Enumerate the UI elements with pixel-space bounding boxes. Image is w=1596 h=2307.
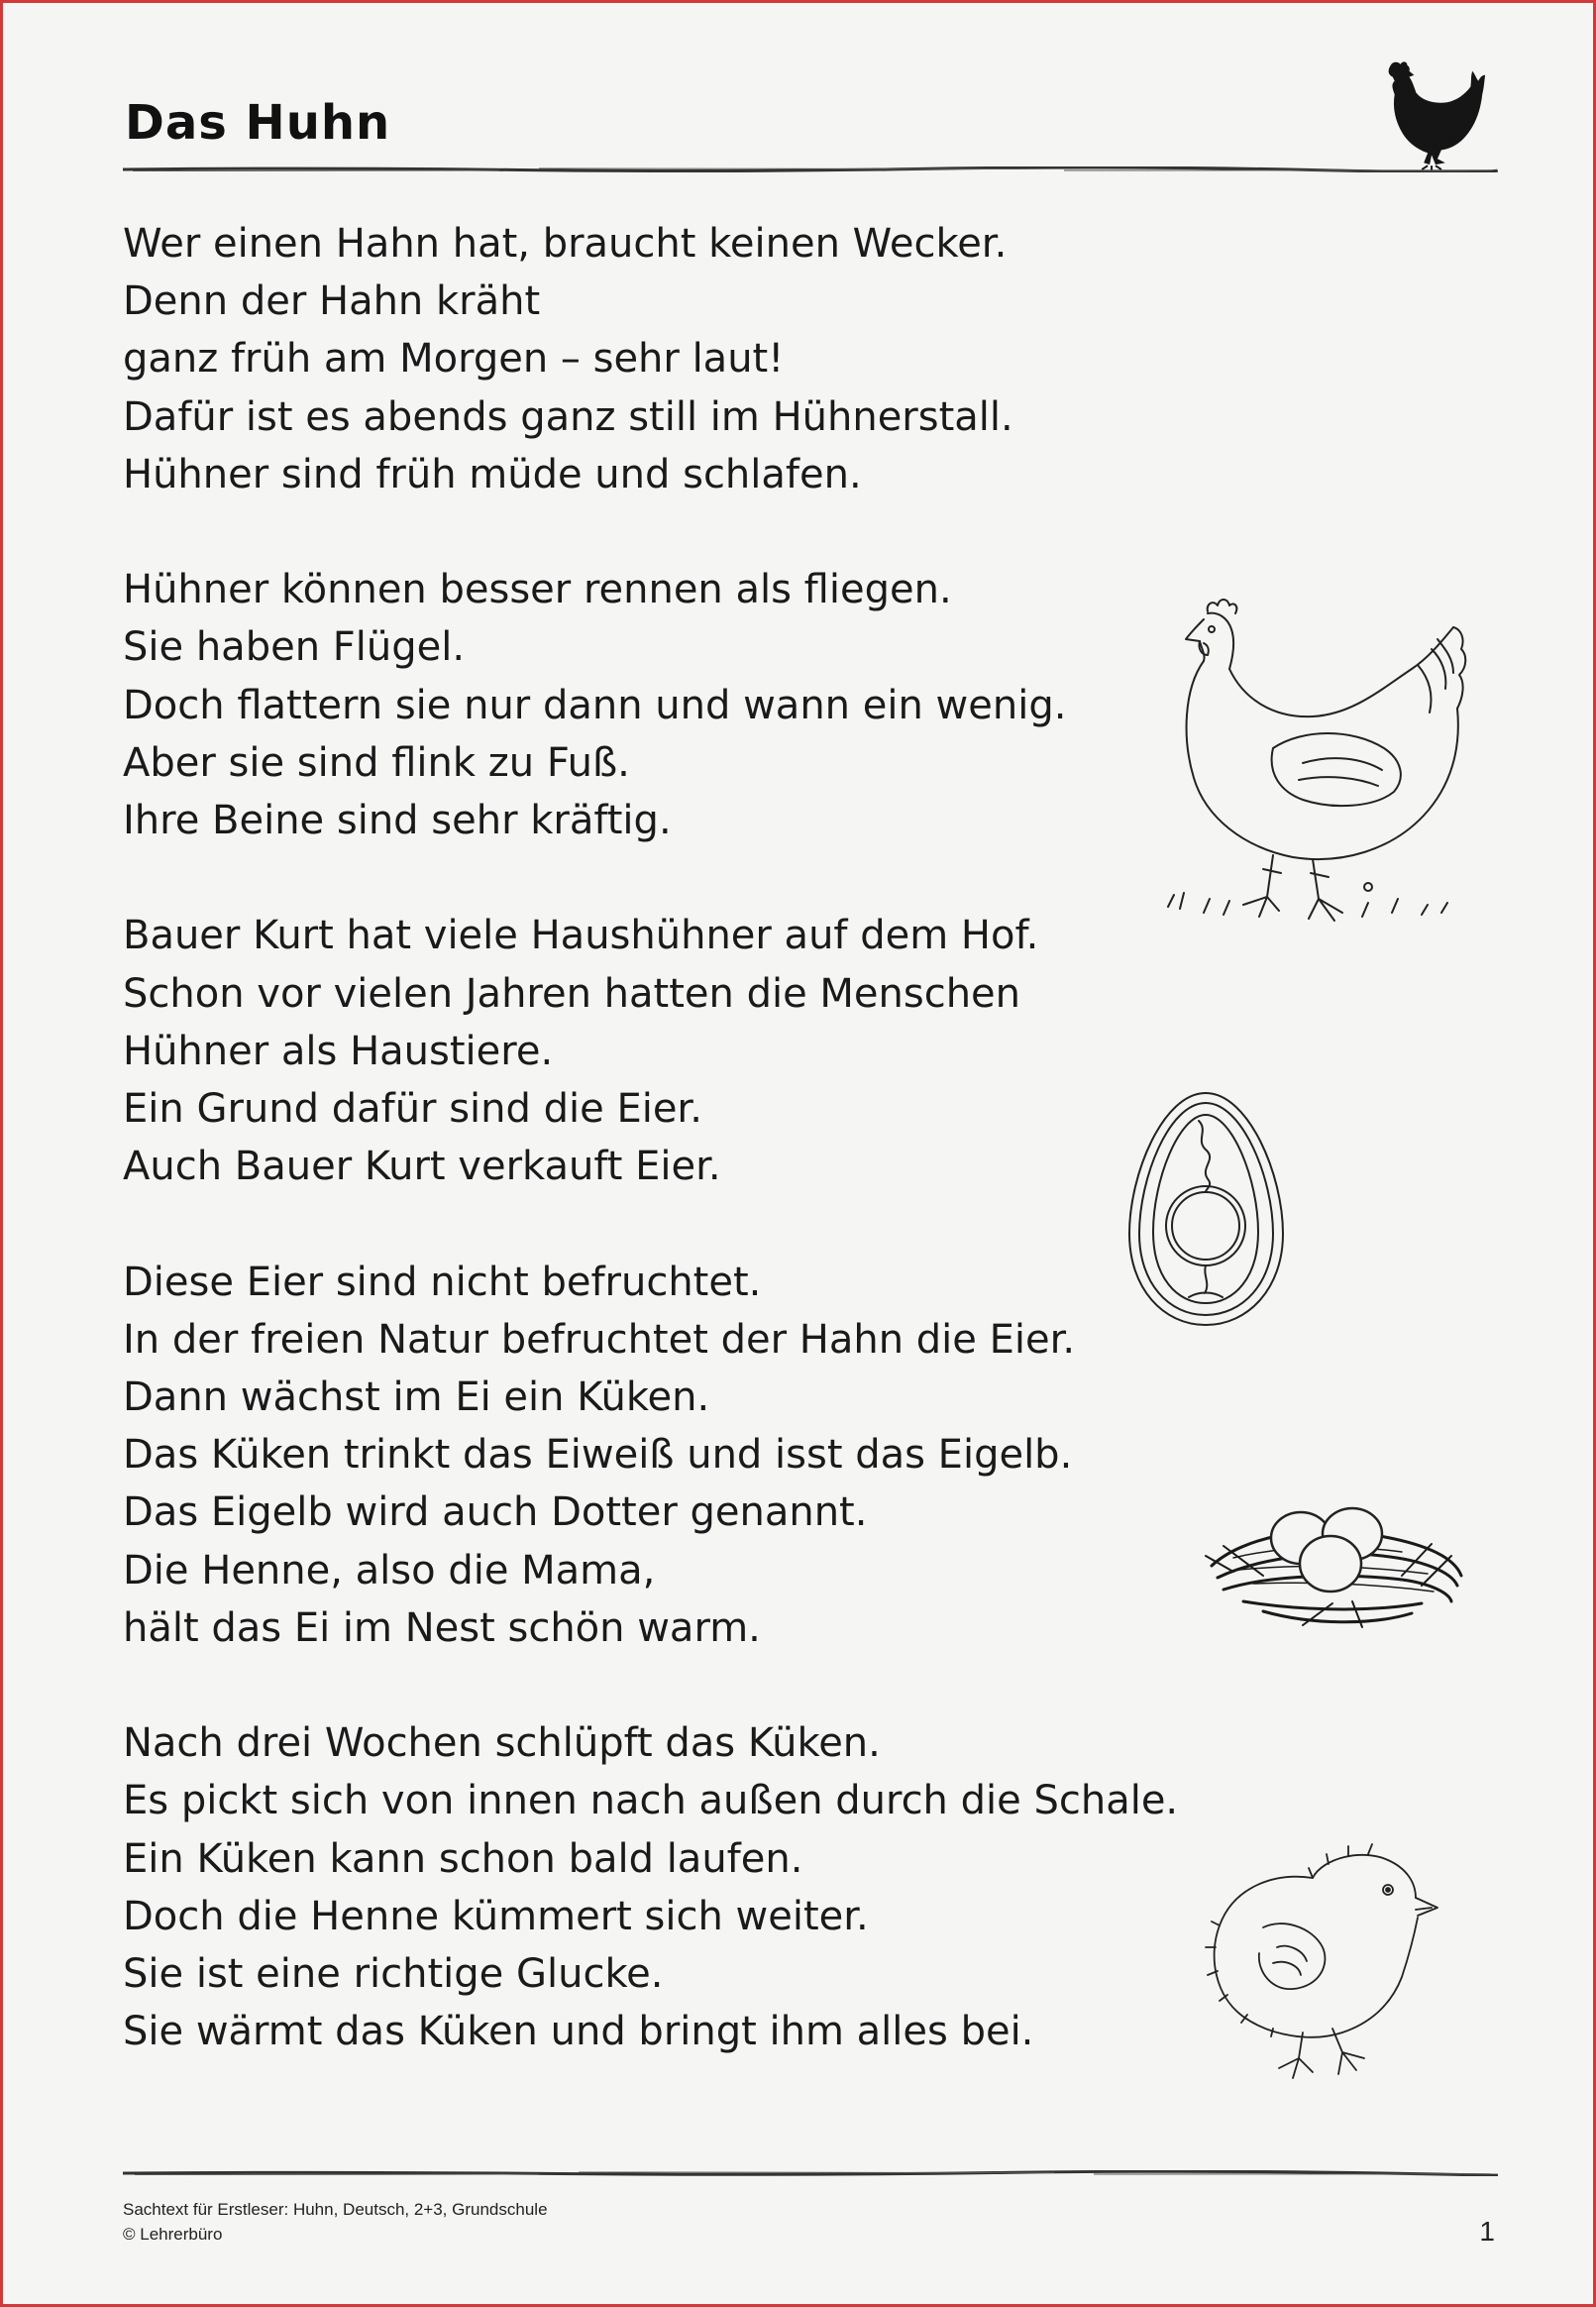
text-line: Die Henne, also die Mama,	[123, 1547, 656, 1593]
text-line: Sie wärmt das Küken und bringt ihm alles bei.	[123, 2009, 1034, 2055]
text-line: Denn der Hahn kräht	[123, 278, 541, 325]
text-line: Wer einen Hahn hat, braucht keinen Wecker.	[123, 221, 1008, 267]
text-line: In der freien Natur befruchtet der Hahn die Eier.	[123, 1316, 1076, 1363]
paragraph-5	[123, 1714, 1193, 2060]
text-line: Hühner sind früh müde und schlafen.	[123, 451, 862, 497]
text-line: Hühner als Haustiere.	[123, 1028, 554, 1074]
text-line: Sie haben Flügel.	[123, 624, 466, 671]
text-line: Ein Küken kann schon bald laufen.	[123, 1835, 803, 1882]
text-line: Aber sie sind flink zu Fuß.	[123, 739, 630, 786]
footer-source: Sachtext für Erstleser: Huhn, Deutsch, 2+3, Grundschule	[123, 2200, 548, 2219]
text-line: Schon vor vielen Jahren hatten die Menschen	[123, 970, 1021, 1017]
text-line: Das Küken trinkt das Eiweiß und isst das Eigelb.	[123, 1432, 1073, 1479]
text-line: Das Eigelb wird auch Dotter genannt.	[123, 1489, 868, 1536]
footer-copyright: © Lehrerbüro	[123, 2225, 223, 2244]
egg-cross-section-icon	[1119, 1085, 1293, 1333]
text-line: Hühner können besser rennen als fliegen.	[123, 567, 952, 613]
text-line: Dann wächst im Ei ein Küken.	[123, 1374, 710, 1421]
paragraph-3	[123, 907, 1193, 1195]
text-line: hält das Ei im Nest schön warm.	[123, 1604, 761, 1651]
chick-drawing-icon	[1194, 1838, 1456, 2086]
text-line: Doch flattern sie nur dann und wann ein wenig.	[123, 682, 1067, 728]
text-line: Dafür ist es abends ganz still im Hühnerstall.	[123, 393, 1013, 440]
text-line: Auch Bauer Kurt verkauft Eier.	[123, 1144, 721, 1190]
text-line: Nach drei Wochen schlüpft das Küken.	[123, 1720, 881, 1767]
hen-silhouette-icon	[1377, 57, 1494, 174]
page-number: 1	[1479, 2216, 1495, 2247]
paragraph-2	[123, 561, 1193, 849]
text-line: Doch die Henne kümmert sich weiter.	[123, 1893, 869, 1939]
text-line: ganz früh am Morgen – sehr laut!	[123, 336, 785, 383]
paragraph-4	[123, 1254, 1193, 1657]
text-line: Ihre Beine sind sehr kräftig.	[123, 798, 672, 844]
nest-with-eggs-icon	[1204, 1486, 1466, 1635]
hen-drawing-icon	[1164, 590, 1476, 936]
text-line: Sie ist eine richtige Glucke.	[123, 1951, 664, 1998]
text-line: Es pickt sich von innen nach außen durch die Schale.	[123, 1778, 1179, 1824]
page-title: Das Huhn	[125, 95, 391, 151]
top-divider	[123, 166, 1498, 172]
paragraph-1	[123, 215, 1193, 503]
text-line: Bauer Kurt hat viele Haushühner auf dem Hof.	[123, 913, 1039, 959]
bottom-divider	[123, 2170, 1498, 2176]
text-line: Ein Grund dafür sind die Eier.	[123, 1086, 702, 1133]
article-body	[123, 215, 1193, 2060]
text-line: Diese Eier sind nicht befruchtet.	[123, 1259, 762, 1305]
